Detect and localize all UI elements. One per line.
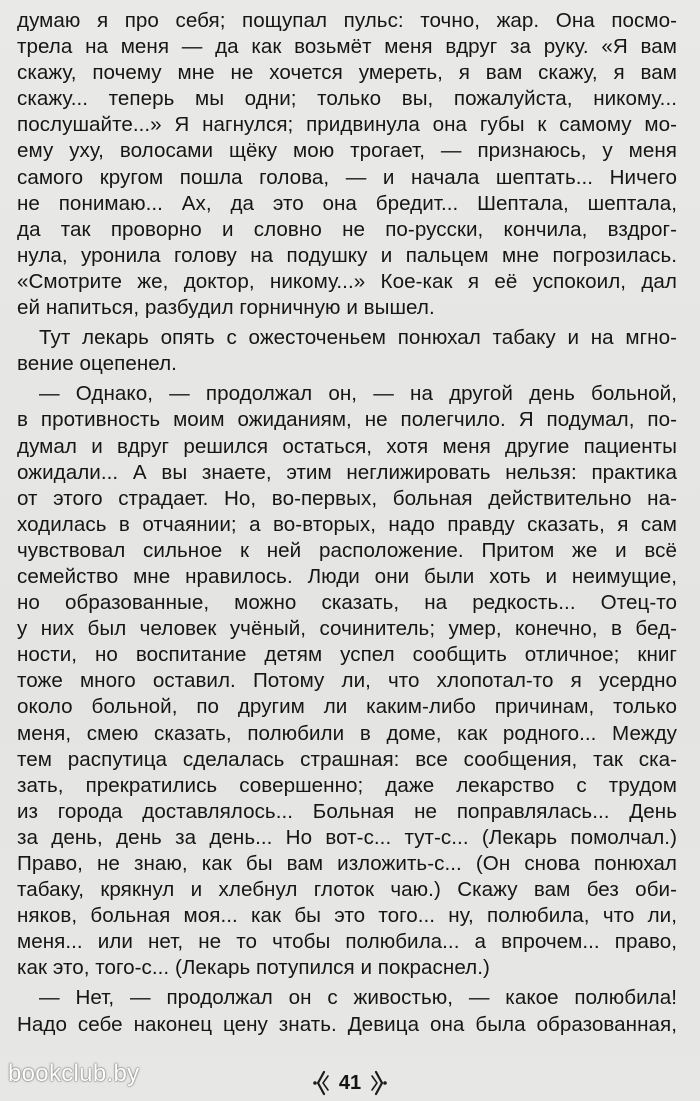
text-line: табаку, крякнул и хлебнул глоток чаю.) Скажу вам без оби- bbox=[17, 878, 677, 902]
text-line: — Нет, — продолжал он с живостью, — какое полюбила! bbox=[39, 986, 677, 1010]
text-line: Тут лекарь опять с ожесточеньем понюхал табаку и на мгно- bbox=[39, 326, 677, 350]
text-line: зать, прекратились совершенно; даже лекарство с трудом bbox=[17, 773, 677, 797]
text-line: ности, но воспитание детям успел сообщить отличное; книг bbox=[17, 643, 677, 667]
folio bbox=[0, 1066, 700, 1100]
text-line: за день, день за день... Но вот-с... тут-с... (Лекарь помолчал.) bbox=[17, 825, 677, 849]
text-line: «Смотрите же, доктор, никому...» Кое-как я её успокоил, дал bbox=[17, 269, 677, 293]
text-line: думал и вдруг решился остаться, хотя меня другие пациенты bbox=[17, 434, 677, 458]
text-line: трела на меня — да как возьмёт меня вдруг за руку. «Я вам bbox=[17, 35, 677, 59]
text-line: думаю я про себя; пощупал пульс: точно, жар. Она посмо- bbox=[17, 9, 677, 32]
text-line: меня, смею сказать, полюбили в доме, как родного... Между bbox=[17, 721, 677, 745]
text-line: тоже много оставил. Потому ли, что хлопотал-то я усердно bbox=[17, 669, 677, 693]
text-line: вение оцепенел. bbox=[17, 352, 177, 376]
text-line: как это, того-с... (Лекарь потупился и покраснел.) bbox=[17, 956, 490, 980]
text-line: — Однако, — продолжал он, — на другой день больной, bbox=[39, 382, 677, 406]
text-line: няков, больная моя... как бы это того... ну, полюбила, что ли, bbox=[17, 904, 677, 928]
body-text bbox=[17, 8, 677, 1038]
page-number: 41 bbox=[338, 1071, 362, 1094]
text-line: ей напиться, разбудил горничную и вышел. bbox=[17, 296, 435, 320]
text-line: ходилась в отчаянии; а во-вторых, надо правду сказать, я сам bbox=[17, 512, 677, 536]
watermark: bookclub.by bbox=[8, 1060, 140, 1087]
text-line: но образованные, можно сказать, на редкость... Отец-то bbox=[17, 591, 677, 615]
text-line: в противность моим ожиданиям, не полегчило. Я подумал, по- bbox=[17, 408, 677, 432]
text-line: послушайте...» Я нагнулся; придвинула она губы к самому мо- bbox=[17, 113, 677, 137]
text-line: из города доставлялось... Больная не поправлялась... День bbox=[17, 799, 677, 823]
text-line: самого кругом пошла голова, — и начала шептать... Ничего bbox=[17, 165, 677, 189]
text-line: семейство мне нравилось. Люди они были хоть и неимущие, bbox=[17, 564, 677, 588]
text-line: нула, уронила голову на подушку и пальцем мне погрозилась. bbox=[17, 243, 677, 267]
text-line: скажу... теперь мы одни; только вы, пожалуйста, никому... bbox=[17, 87, 677, 111]
text-line: тем распутица сделалась страшная: все сообщения, так ска- bbox=[17, 747, 677, 771]
text-line: ожидали... А вы знаете, этим неглижировать нельзя: практика bbox=[17, 460, 677, 484]
text-line: не понимаю... Ах, да это она бредит... Шептала, шептала, bbox=[17, 191, 677, 215]
text-line: ему уху, волосами щёку мою трогает, — признаюсь, у меня bbox=[17, 139, 677, 163]
text-line: у них был человек учёный, сочинитель; умер, конечно, в бед- bbox=[17, 617, 677, 641]
left-ornament-icon bbox=[311, 1070, 331, 1096]
text-line: чувствовал сильное к ней расположение. Притом же и всё bbox=[17, 538, 677, 562]
text-line: Надо себе наконец цену знать. Девица она была образованная, bbox=[17, 1012, 677, 1036]
text-line: около больной, по другим ли каким-либо причинам, только bbox=[17, 695, 677, 719]
text-line: меня... или нет, не то чтобы полюбила... а впрочем... право, bbox=[17, 930, 677, 954]
text-line: от этого страдает. Но, во-первых, больная действительно на- bbox=[17, 486, 677, 510]
text-line: да так проворно и словно не по-русски, кончила, вздрог- bbox=[17, 217, 677, 241]
text-line: скажу, почему мне не хочется умереть, я вам скажу, я вам bbox=[17, 61, 677, 85]
right-ornament-icon bbox=[369, 1070, 389, 1096]
text-line: Право, не знаю, как бы вам изложить-с... (Он снова понюхал bbox=[17, 852, 677, 875]
